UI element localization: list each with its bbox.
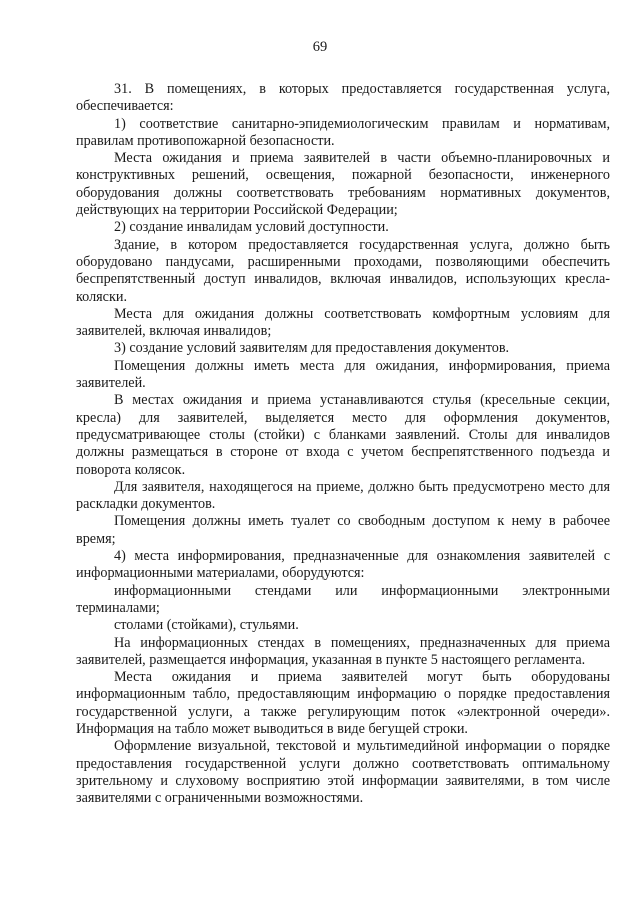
- page-number: 69: [312, 39, 328, 55]
- paragraph: Здание, в котором предоставляется государственная услуга, должно быть оборудовано пандусами, расширенными проходами, позволяющими обеспечить беспрепятственный доступ инвалидов, включая инвалидов, использующих кресла-коляски.: [76, 236, 610, 305]
- paragraph: Места для ожидания должны соответствовать комфортным условиям для заявителей, включая инвалидов;: [76, 305, 610, 340]
- paragraph: В местах ожидания и приема устанавливаются стулья (кресельные секции, кресла) для заявителей, выделяется место для оформления документов, предусматривающее столы (стойки) с бланками заявлений. Столы для инвалидов должны размещаться в стороне от входа с учетом беспрепятственного подъезда и поворота колясок.: [76, 392, 610, 478]
- paragraph: 31. В помещениях, в которых предоставляется государственная услуга, обеспечивается:: [76, 81, 610, 115]
- paragraph: 1) соответствие санитарно-эпидемиологическим правилам и нормативам, правилам противопожарной безопасности.: [76, 115, 610, 149]
- paragraph: 3) создание условий заявителям для предоставления документов.: [114, 340, 510, 357]
- paragraph: Для заявителя, находящегося на приеме, должно быть предусмотрено место для раскладки документов.: [76, 478, 610, 513]
- paragraph: Места ожидания и приема заявителей могут быть оборудованы информационным табло, предоставляющим информацию о порядке предоставления государственной услуги, а также регулирующим поток «электронной очереди». Информация на табло может выводиться в виде бегущей строки.: [76, 669, 610, 737]
- paragraph: 4) места информирования, предназначенные для ознакомления заявителей с информационными материалами, оборудуются:: [76, 548, 610, 582]
- paragraph: На информационных стендах в помещениях, предназначенных для приема заявителей, размещается информация, указанная в пункте 5 настоящего регламента.: [76, 634, 610, 668]
- paragraph: Помещения должны иметь места для ожидания, информирования, приема заявителей.: [76, 357, 610, 392]
- document-body: [76, 81, 610, 807]
- paragraph: информационными стендами или информационными электронными терминалами;: [76, 582, 610, 616]
- paragraph: 2) создание инвалидам условий доступности.: [114, 219, 389, 236]
- paragraph: Оформление визуальной, текстовой и мультимедийной информации о порядке предоставления государственной услуги должно соответствовать оптимальному зрительному и слуховому восприятию этой информации заявителями, в том числе заявителями с ограниченными возможностями.: [76, 738, 610, 807]
- paragraph: столами (стойками), стульями.: [114, 617, 299, 634]
- paragraph: Места ожидания и приема заявителей в части объемно-планировочных и конструктивных решений, освещения, пожарной безопасности, инженерного оборудования должны соответствовать требованиям нормативных документов, действующих на территории Российской Федерации;: [76, 150, 610, 219]
- paragraph: Помещения должны иметь туалет со свободным доступом к нему в рабочее время;: [76, 513, 610, 547]
